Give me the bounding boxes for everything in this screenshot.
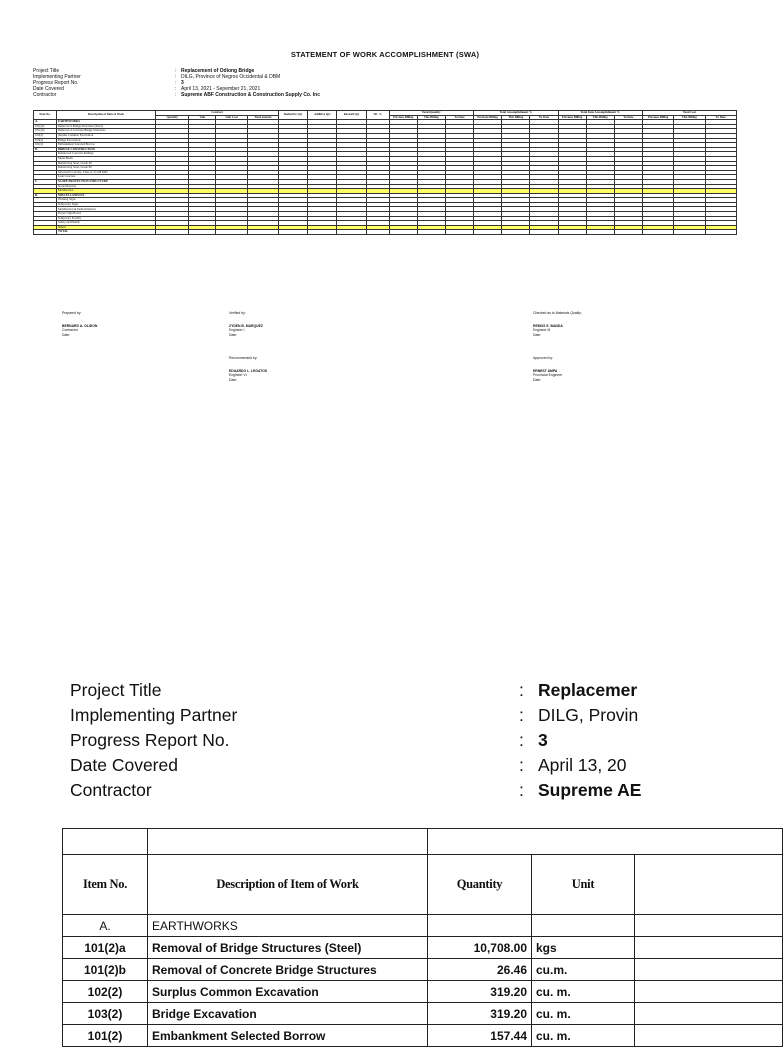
table-cell <box>558 230 586 235</box>
col-unit: Unit <box>532 855 635 915</box>
zoomed-project-meta <box>70 678 768 803</box>
meta-separator: : <box>519 730 524 750</box>
signatory-caption: Approved by: <box>533 356 553 360</box>
table-cell <box>216 230 247 235</box>
table-cell <box>635 937 783 959</box>
meta-value: Supreme AE <box>538 780 642 800</box>
item-no-cell: 103(2) <box>63 1003 148 1025</box>
meta-separator: : <box>519 780 524 800</box>
quantity-cell: 319.20 <box>428 981 532 1003</box>
description-cell: Surplus Common Excavation <box>148 981 428 1003</box>
item-no-cell <box>34 230 57 235</box>
item-no-cell: 103(2) <box>34 138 57 143</box>
zoom-meta-row-progress-report <box>70 728 768 753</box>
meta-separator: : <box>519 705 524 725</box>
col-unit: Unit <box>189 115 216 120</box>
col-to-date: To Date <box>445 115 473 120</box>
signatory-date: Date: <box>229 377 238 382</box>
description-cell: EARTHWORKS <box>148 915 428 937</box>
table-cell <box>705 230 736 235</box>
description-cell: Reinforcing Steel, Grade 40 <box>56 161 155 166</box>
description-cell: Metal Beam <box>56 156 155 161</box>
table-cell <box>635 855 783 915</box>
description-cell: Embankment Selected Borrow <box>148 1025 428 1047</box>
table-cell <box>389 230 417 235</box>
table-cell <box>148 829 428 855</box>
table-cell <box>635 1025 783 1047</box>
description-cell: EARTHWORKS <box>56 120 155 125</box>
table-cell <box>474 230 502 235</box>
signatory-role: Engineer I <box>229 328 245 333</box>
table-row <box>63 959 783 981</box>
total-row <box>34 230 737 235</box>
unit-cell: cu. m. <box>532 1025 635 1047</box>
description-cell: Removal of Concrete Bridge Structures <box>148 959 428 981</box>
meta-separator: : <box>175 86 177 92</box>
meta-separator: : <box>175 92 177 98</box>
col-item-no: Item No. <box>34 111 57 120</box>
col-unit-cost: Unit Cost <box>216 115 247 120</box>
table-cell <box>428 829 783 855</box>
zoom-meta-row-project-title <box>70 678 768 703</box>
col-contract: Contract <box>156 111 279 116</box>
signatory-name: ERNEST AMPA <box>533 369 558 374</box>
meta-label: Implementing Partner <box>70 705 238 725</box>
table-cell <box>156 230 189 235</box>
meta-label: Progress Report No. <box>70 730 230 750</box>
zoom-header-row <box>63 855 783 915</box>
table-row <box>63 915 783 937</box>
item-no-cell: B. <box>34 147 57 152</box>
table-cell <box>635 959 783 981</box>
meta-value: April 13, 2021 - Sepember 21, 2021 <box>181 86 261 92</box>
quantity-cell <box>428 915 532 937</box>
signatory-role: Engineer VI <box>229 373 247 378</box>
col-previous-billing: Previous Billing <box>474 115 502 120</box>
meta-label: Progress Report No. <box>33 80 79 86</box>
meta-value: DILG, Province of Negros Occidental & DBM <box>181 74 281 80</box>
description-cell: Structural Concrete, Class A, f'c=28 MPa <box>56 170 155 175</box>
meta-value: 3 <box>538 730 548 750</box>
item-no-cell: 101(2)b <box>34 129 57 134</box>
unit-cell: cu.m. <box>532 959 635 981</box>
col-quantity: Quantity <box>428 855 532 915</box>
col-to-date: To Date <box>705 115 736 120</box>
zoom-meta-row-implementing-partner <box>70 703 768 728</box>
unit-cell <box>532 915 635 937</box>
meta-value: Replacemer <box>538 680 638 700</box>
table-row <box>63 1025 783 1047</box>
col-total-amount: Total amount <box>247 115 278 120</box>
document-title: STATEMENT OF WORK ACCOMPLISHMENT (SWA) <box>290 50 480 59</box>
col-wt-pct: Wt. % <box>366 111 389 120</box>
col-this-billing: This Billing <box>502 115 530 120</box>
col-previous-billing: Previous Billing <box>558 115 586 120</box>
table-cell <box>502 230 530 235</box>
description-cell: Removal of Concrete Bridge Structures <box>56 129 155 134</box>
table-cell <box>586 230 614 235</box>
signatory-caption: Prepared by: <box>62 311 82 315</box>
meta-row-contractor <box>33 92 737 98</box>
signatory-name: REMOS E. BANDA <box>533 324 563 329</box>
table-cell <box>635 915 783 937</box>
signatory-approved <box>533 356 643 382</box>
project-meta <box>33 68 737 98</box>
col-total-accomplishment: Total Accomplishment % <box>474 111 558 116</box>
col-this-billing: This Billing <box>417 115 445 120</box>
description-cell: Reinforcing Steel, Grade 60 <box>56 166 155 171</box>
meta-separator: : <box>175 74 177 80</box>
col-total-cost: Total Cost <box>642 111 736 116</box>
col-previous-billing: Previous Billing <box>389 115 417 120</box>
table-cell <box>642 230 673 235</box>
item-no-cell: 101(2) <box>63 1025 148 1047</box>
table-cell <box>674 230 705 235</box>
signatory-recommended <box>229 356 339 382</box>
quantity-cell: 319.20 <box>428 1003 532 1025</box>
unit-cell: cu. m. <box>532 1003 635 1025</box>
meta-separator: : <box>175 80 177 86</box>
signatory-caption: Checked as to Materials Quality: <box>533 311 582 315</box>
item-no-cell: 101(2)b <box>63 959 148 981</box>
description-cell: Embankment Selected Borrow <box>56 143 155 148</box>
table-cell <box>308 230 337 235</box>
table-cell <box>63 829 148 855</box>
description-cell: MISCELLANEOUS <box>56 193 155 198</box>
meta-separator: : <box>175 68 177 74</box>
meta-label: Project Title <box>33 68 60 74</box>
signatory-checked <box>533 311 643 337</box>
description-cell: Safety and Health <box>56 221 155 226</box>
description-cell: Reinforced Concrete Railings <box>56 152 155 157</box>
item-no-cell: A. <box>34 120 57 125</box>
signatory-name: BERNARD A. OLIDON <box>62 324 98 329</box>
item-no-cell: 101(2) <box>34 143 57 148</box>
description-cell: TOTAL <box>56 230 155 235</box>
meta-separator: : <box>519 755 524 775</box>
zoom-meta-row-contractor <box>70 778 768 803</box>
swa-table-body <box>34 120 737 235</box>
table-row <box>63 1003 783 1025</box>
meta-label: Contractor <box>33 92 57 98</box>
meta-value: April 13, 20 <box>538 755 627 775</box>
item-no-cell: D. <box>34 193 57 198</box>
col-deductive-qty: Deductive Qty <box>279 111 308 120</box>
quantity-cell: 157.44 <box>428 1025 532 1047</box>
item-no-cell: A. <box>63 915 148 937</box>
description-cell: Surplus Common Excavation <box>56 133 155 138</box>
meta-label: Date Covered <box>33 86 64 92</box>
col-to-date: To Date <box>530 115 558 120</box>
col-to-date: To Date <box>614 115 642 120</box>
col-this-billing: This Billing <box>586 115 614 120</box>
description-cell: Stone Masonry <box>56 184 155 189</box>
meta-value: 3 <box>181 80 184 86</box>
description-cell: Project Sign Board <box>56 212 155 217</box>
description-cell: Bridge Excavation <box>148 1003 428 1025</box>
col-total-quantity: Total Quantity <box>389 111 473 116</box>
col-item-no: Item No. <box>63 855 148 915</box>
zoomed-excerpt <box>0 672 768 1043</box>
table-row <box>63 937 783 959</box>
signatory-caption: Recommended by: <box>229 356 258 360</box>
item-no-cell: 102(2) <box>63 981 148 1003</box>
table-cell <box>530 230 558 235</box>
signatory-role: Contractor <box>62 328 78 333</box>
table-cell <box>635 1003 783 1025</box>
description-cell: Warning Signs <box>56 198 155 203</box>
unit-cell: kgs <box>532 937 635 959</box>
col-this-billing: This Billing <box>674 115 705 120</box>
description-cell: Others <box>56 225 155 230</box>
table-cell <box>189 230 216 235</box>
description-cell: Removal of Bridge Structures (Steel) <box>148 937 428 959</box>
table-cell <box>445 230 473 235</box>
zoomed-table <box>62 828 783 1047</box>
quantity-cell: 26.46 <box>428 959 532 981</box>
col-description: Description of Item of Work <box>56 111 155 120</box>
table-cell <box>417 230 445 235</box>
signatory-name: ZYDEN B. MARQUEZ <box>229 324 263 329</box>
table-row <box>63 981 783 1003</box>
meta-separator: : <box>519 680 524 700</box>
table-cell <box>337 230 366 235</box>
meta-label: Implementing Partner <box>33 74 81 80</box>
item-no-cell: 101(2)a <box>34 124 57 129</box>
description-cell: Mobilization <box>56 189 155 194</box>
col-additive-qty: Additive Qty <box>308 111 337 120</box>
description-cell: Temporary Facility <box>56 216 155 221</box>
meta-label: Date Covered <box>70 755 178 775</box>
description-cell: BRIDGE CONSTRUCTION <box>56 147 155 152</box>
meta-value: Supreme ABF Construction & Construction Supply Co. Inc <box>181 92 320 98</box>
signatory-role: Engineer III <box>533 328 551 333</box>
col-quantity: Quantity <box>156 115 189 120</box>
table-cell <box>366 230 389 235</box>
description-cell: Mobilization & Demobilization <box>56 207 155 212</box>
col-previous-billing: Previous Billing <box>642 115 673 120</box>
meta-value: DILG, Provin <box>538 705 639 725</box>
zoomed-table-body <box>63 915 783 1047</box>
quantity-cell: 10,708.00 <box>428 937 532 959</box>
table-cell <box>279 230 308 235</box>
table-cell <box>635 981 783 1003</box>
meta-value: Replacement of Odiong Bridge <box>181 68 255 74</box>
table-cell <box>614 230 642 235</box>
description-cell: Lean Concrete <box>56 175 155 180</box>
zoom-meta-row-date-covered <box>70 753 768 778</box>
signatory-name: EDUARDO L. LEGATOS <box>229 369 268 374</box>
signatory-date: Date: <box>229 332 238 337</box>
table-cell <box>247 230 278 235</box>
signatory-verified <box>229 311 339 337</box>
description-cell: Removal of Bridge Structures (Steel) <box>56 124 155 129</box>
signatory-role: Provincial Engineer <box>533 373 563 378</box>
item-no-cell: 102(2) <box>34 133 57 138</box>
description-cell: Bridge Excavation <box>56 138 155 143</box>
signatory-prepared <box>62 311 172 337</box>
signatory-date: Date: <box>533 332 542 337</box>
signatory-caption: Verified by: <box>229 311 246 315</box>
swa-document <box>33 50 737 235</box>
signatory-date: Date: <box>533 377 542 382</box>
col-description: Description of Item of Work <box>148 855 428 915</box>
signatory-date: Date: <box>62 332 71 337</box>
description-cell: Temporary Signs <box>56 202 155 207</box>
item-no-cell: 101(2)a <box>63 937 148 959</box>
meta-label: Contractor <box>70 780 152 800</box>
unit-cell: cu. m. <box>532 981 635 1003</box>
zoom-header-spacer-row <box>63 829 783 855</box>
meta-label: Project Title <box>70 680 162 700</box>
col-revised-qty: Revised Qty <box>337 111 366 120</box>
swa-table <box>33 110 737 235</box>
description-cell: SLOPE PROTECTION STRUCTURE <box>56 179 155 184</box>
col-total-item-accomplishment: Total Item Accomplishment % <box>558 111 642 116</box>
item-no-cell: C. <box>34 179 57 184</box>
